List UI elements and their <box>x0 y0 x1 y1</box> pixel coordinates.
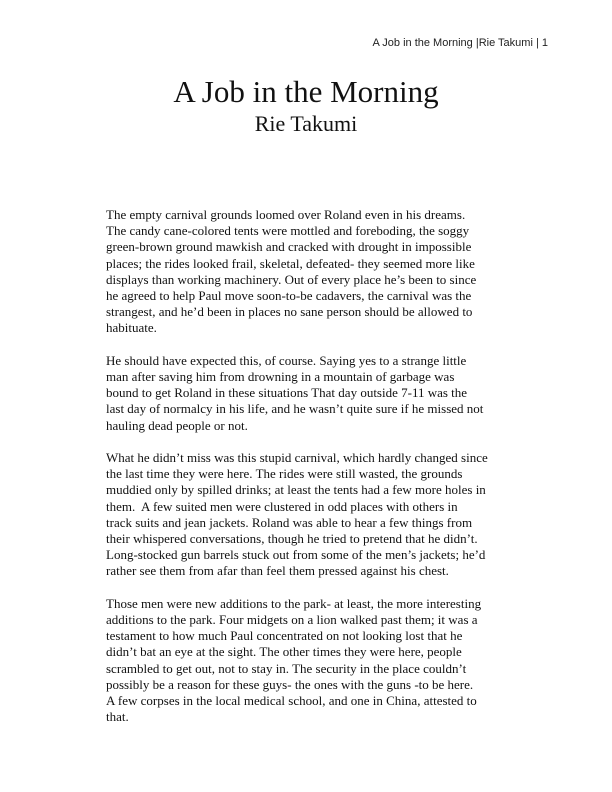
text-line: possibly be a reason for these guys- the ones with the guns -to be here. <box>106 676 474 692</box>
text-line: The empty carnival grounds loomed over Roland even in his dreams. <box>106 207 466 222</box>
text-line: hauling dead people or not. <box>106 417 248 433</box>
text-line: their whispered conversations, though he tried to pretend that he didn’t. <box>106 531 478 547</box>
author-name: Rie Takumi <box>254 111 358 136</box>
text-line: strangest, and he’d been in places no sane person should be allowed to <box>106 304 473 320</box>
text-line: man after saving him from drowning in a mountain of garbage was <box>106 369 455 385</box>
story-body <box>106 207 526 742</box>
paragraph <box>106 353 526 434</box>
text-line: last day of normalcy in his life, and he wasn’t quite sure if he missed not <box>106 401 484 417</box>
text-line: rather see them from afar than feel them pressed against his chest. <box>106 563 449 579</box>
text-line: that. <box>106 709 129 725</box>
text-line: the last time they were here. The rides were still wasted, the grounds <box>106 466 463 482</box>
text-line: green-brown ground mawkish and cracked with drought in impossible <box>106 239 472 255</box>
text-line: didn’t bat an eye at the sight. The other times they were here, people <box>106 644 462 660</box>
text-line: he agreed to help Paul move soon-to-be cadavers, the carnival was the <box>106 288 472 304</box>
running-header: A Job in the Morning |Rie Takumi | 1 <box>372 37 548 49</box>
text-line: places; the rides looked frail, skeletal, defeated- they seemed more like <box>106 255 475 271</box>
text-line: A few corpses in the local medical school, and one in China, attested to <box>106 693 477 709</box>
paragraph <box>106 450 526 580</box>
text-line: testament to how much Paul concentrated on not looking lost that he <box>106 628 463 644</box>
text-line: Those men were new additions to the park- at least, the more interesting <box>106 595 482 611</box>
text-line: scrambled to get out, not to stay in. The security in the place couldn’t <box>106 660 467 676</box>
paragraph <box>106 596 526 726</box>
text-line: them. A few suited men were clustered in odd places with others in <box>106 498 458 514</box>
paragraph <box>106 207 526 337</box>
text-line: The candy cane-colored tents were mottled and foreboding, the soggy <box>106 223 470 239</box>
text-line: Long-stocked gun barrels stuck out from some of the men’s jackets; he’d <box>106 547 486 563</box>
text-line: He should have expected this, of course. Saying yes to a strange little <box>106 352 467 368</box>
text-line: muddied only by spilled drinks; at least the tents had a few more holes in <box>106 482 486 498</box>
text-line: habituate. <box>106 320 157 336</box>
text-line: displays than working machinery. Out of every place he’s been to since <box>106 271 477 287</box>
text-line: additions to the park. Four midgets on a lion walked past them; it was a <box>106 612 478 628</box>
document-title: A Job in the Morning <box>173 74 439 109</box>
text-line: track suits and jean jackets. Roland was able to hear a few things from <box>106 514 473 530</box>
text-line: What he didn’t miss was this stupid carnival, which hardly changed since <box>106 450 488 466</box>
text-line: bound to get Roland in these situations That day outside 7-11 was the <box>106 385 468 401</box>
